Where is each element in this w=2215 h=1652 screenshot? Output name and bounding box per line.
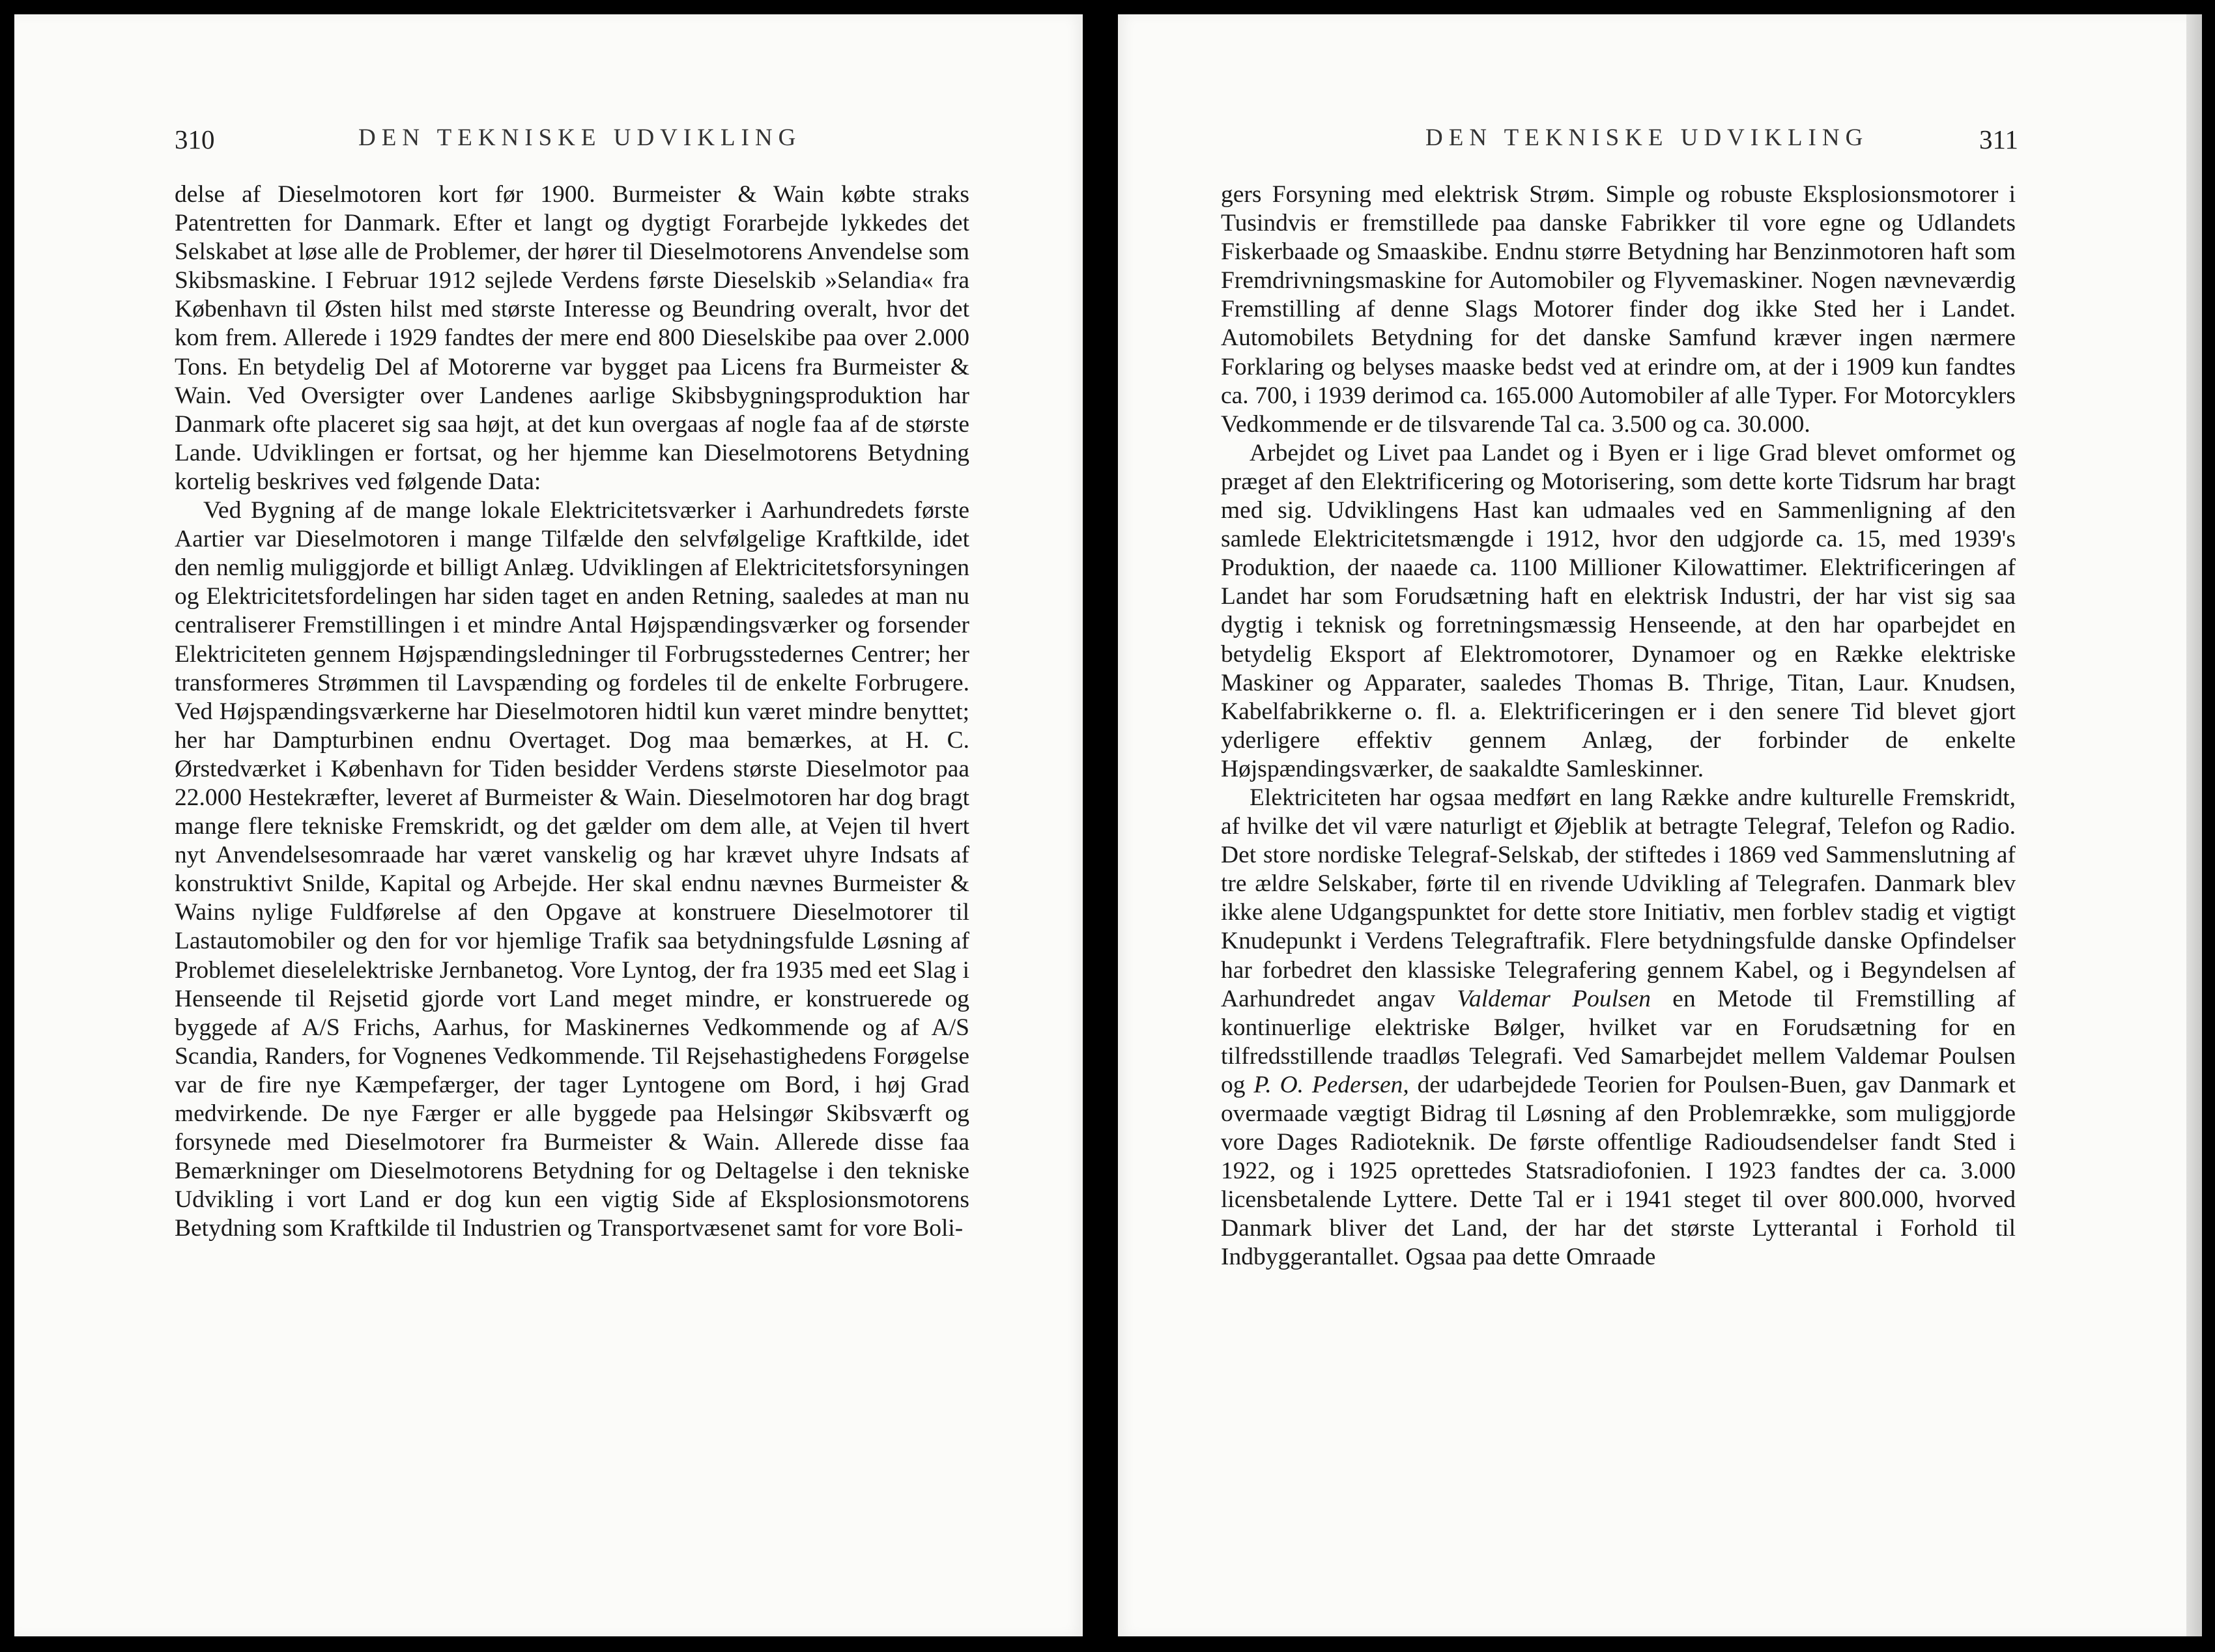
running-head-left: DEN TEKNISKE UDVIKLING: [358, 124, 802, 151]
name-p-o-pedersen: P. O. Pedersen,: [1253, 1071, 1409, 1098]
left-page: [14, 14, 1083, 1636]
right-page-text: [1221, 180, 2016, 1272]
right-paragraph-3: [1221, 784, 2016, 1272]
left-paragraph-1: delse af Dieselmotoren kort før 1900. Burmeister & Wain købte straks Patentretten for Danmark. Efter et langt og dygtigt Forarbejde lykkedes det Selskabet at løse alle de Problemer, der hører til Dieselmotorens Anvendelse som Skibsmaskine. I Februar 1912 sejlede Verdens første Dieselskib »Selandia« fra København til Østen hilst med største Interesse og Beundring overalt, hvor det kom frem. Allerede i 1929 fandtes der mere end 800 Dieselskibe paa over 2.000 Tons. En betydelig Del af Motorerne var bygget paa Licens fra Burmeister & Wain. Ved Oversigter over Landenes aarlige Skibsbygningsproduktion har Danmark ofte placeret sig saa højt, at det kun overgaas af nogle faa af de største Lande. Udviklingen er fortsat, og her hjemme kan Dieselmotorens Betydning kortelig beskrives ved følgende Data:: [175, 181, 969, 495]
page-number-right: 311: [1979, 124, 2018, 154]
page-edge-shadow: [2186, 14, 2202, 1636]
name-valdemar-poulsen: Valdemar Poulsen: [1457, 985, 1651, 1012]
right-paragraph-2: Arbejdet og Livet paa Landet og i Byen er i lige Grad blevet omformet og præget af den Elektrificering og Motorisering, som dette korte Tidsrum har bragt med sig. Udviklingens Hast kan udmaales ved en Sammenligning af den samlede Elektricitetsmængde i 1912, hvor den udgjorde ca. 15, med 1939's Produktion, der naaede ca. 1100 Millioner Kilowattimer. Elektrificeringen af Landet har som Forudsætning haft en elektrisk Industri, der har vist sig saa dygtig i teknisk og forretningsmæssig Henseende, at den har oparbejdet en betydelig Eksport af Elektromotorer, Dynamoer og en Række elektriske Maskiner og Apparater, saaledes Thomas B. Thrige, Titan, Laur. Knudsen, Kabelfabrikkerne o. fl. a. Elektrificeringen er i den senere Tid blevet gjort yderligere effektiv gennem Anlæg, der forbinder de enkelte Højspændingsværker, de saakaldte Samleskinner.: [1221, 439, 2016, 782]
left-paragraph-2: Ved Bygning af de mange lokale Elektricitetsværker i Aarhundredets første Aartier var Dieselmotoren i mange Tilfælde den selvfølgelige Kraftkilde, idet den nemlig muliggjorde et billigt Anlæg. Udviklingen af Elektricitetsforsyningen og Elektricitetsfordelingen har siden taget en anden Retning, saaledes at man nu centraliserer Fremstillingen i et mindre Antal Højspændingsværker og forsender Elektriciteten gennem Højspændingsledninger til Forbrugsstedernes Centrer; her transformeres Strømmen til Lavspænding og fordeles til de enkelte Forbrugere. Ved Højspændingsværkerne har Dieselmotoren hidtil kun været mindre benyttet; her har Dampturbinen endnu Overtaget. Dog maa bemærkes, at H. C. Ørstedværket i København for Tiden besidder Verdens største Dieselmotor paa 22.000 Hestekræfter, leveret af Burmeister & Wain. Dieselmotoren har dog bragt mange flere tekniske Fremskridt, og det gælder om dem alle, at Vejen til hvert nyt Anvendelsesomraade har været vanskelig og har krævet uhyre Indsats af konstruktivt Snilde, Kapital og Arbejde. Her skal endnu nævnes Burmeister & Wains nylige Fuldførelse af den Opgave at konstruere Dieselmotorer til Lastautomobiler og den for vor hjemlige Trafik saa betydningsfulde Løsning af Problemet dieselelektriske Jernbanetog. Vore Lyntog, der fra 1935 med eet Slag i Henseende til Rejsetid gjorde vort Land meget mindre, er konstruerede og byggede af A/S Frichs, Aarhus, for Maskinernes Vedkommende og af A/S Scandia, Randers, for Vognenes Vedkommende. Til Rejsehastighedens Forøgelse var de fire nye Kæmpefærger, der tager Lyntogene om Bord, i høj Grad medvirkende. De nye Færger er alle byggede paa Helsingør Skibsværft og forsynede med Dieselmotorer fra Burmeister & Wain. Allerede disse faa Bemærkninger om Dieselmotorens Betydning for og Deltagelse i den tekniske Udvikling i vort Land er dog kun een vigtig Side af Eksplosionsmotorens Betydning som Kraftkilde til Industrien og Transportvæsenet samt for vore Boli-: [175, 497, 969, 1242]
paragraph-3-part-1: Elektriciteten har ogsaa medført en lang Række andre kulturelle Fremskridt, af hvilke det vil være naturligt et Øjeblik at betragte Telegraf, Telefon og Radio. Det store nordiske Telegraf-Selskab, der stiftedes i 1869 ved Sammenslutning af tre ældre Selskaber, førte til en rivende Udvikling af Telegrafen. Danmark blev ikke alene Udgangspunktet for dette store Initiativ, men forblev stadig et vigtigt Knudepunkt i Verdens Telegraftrafik. Flere betydningsfulde danske Opfindelser har forbedret den klassiske Telegrafering gennem Kabel, og i Begyndelsen af Aarhundredet angav: [1221, 784, 2016, 1012]
right-page: [1118, 14, 2199, 1636]
right-paragraph-1: gers Forsyning med elektrisk Strøm. Simple og robuste Eksplosionsmotorer i Tusindvis er fremstillede paa danske Fabrikker til vore egne og Udlandets Fiskerbaade og Smaaskibe. Endnu større Betydning har Benzinmotoren haft som Fremdrivningsmaskine for Automobiler og Flyvemaskiner. Nogen nævneværdig Fremstilling af denne Slags Motorer finder dog ikke Sted her i Landet. Automobilets Betydning for det danske Samfund kræver ingen nærmere Forklaring og belyses maaske bedst ved at erindre om, at der i 1909 kun fandtes ca. 700, i 1939 derimod ca. 165.000 Automobiler af alle Typer. For Motorcyklers Vedkommende er de tilsvarende Tal ca. 3.500 og ca. 30.000.: [1221, 181, 2016, 438]
paragraph-3-part-3: der udarbejdede Teorien for Poulsen-Buen, gav Danmark et overmaade vægtigt Bidrag til Løsning af den Problemrække, som muliggjorde vore Dages Radioteknik. De første offentlige Radioudsendelser fandt Sted i 1922, og i 1925 oprettedes Statsradiofonien. I 1923 fandtes der ca. 3.000 licensbetalende Lyttere. Dette Tal er i 1941 steget til over 800.000, hvorved Danmark bliver det Land, der har det største Lytterantal i Forhold til Indbyggerantallet. Ogsaa paa dette Omraade: [1221, 1071, 2016, 1271]
paragraph-3-part-2: en Metode til Fremstilling af kontinuerlige elektriske Bølger, hvilket var en Forudsætning for en tilfredsstillende traadløs Telegrafi. Ved Samarbejdet mellem Valdemar Poulsen og: [1221, 985, 2016, 1098]
left-page-text: [175, 180, 969, 1243]
page-number-left: 310: [175, 124, 215, 154]
running-head-right: DEN TEKNISKE UDVIKLING: [1425, 124, 1869, 151]
